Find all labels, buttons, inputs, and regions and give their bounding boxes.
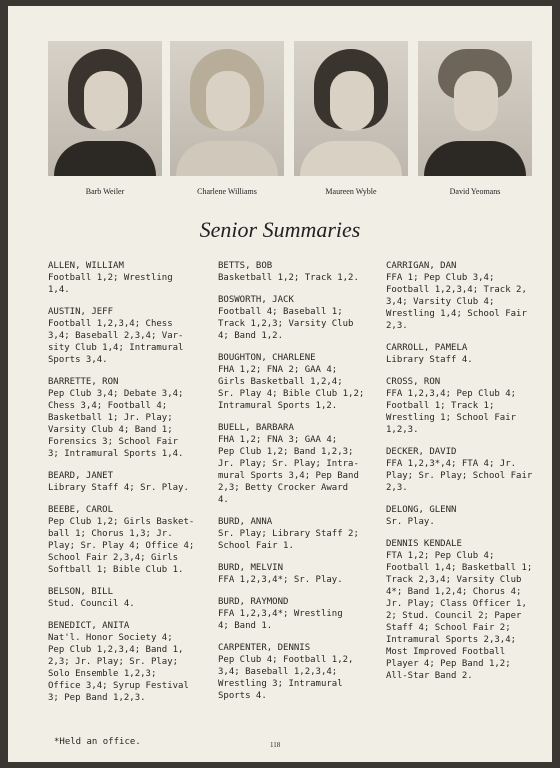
senior-activities: FFA 1,2,3*,4; FTA 4; Jr. Play; Sr. Play; School Fair 2,3. — [386, 459, 533, 493]
senior-activities: Football 4; Baseball 1; Track 1,2,3; Varsity Club 4; Band 1,2. — [218, 307, 354, 341]
senior-entry — [48, 586, 208, 610]
senior-name: CROSS, RON — [386, 377, 441, 387]
page-number: 118 — [270, 741, 281, 749]
senior-entry — [218, 294, 383, 342]
senior-activities: FFA 1,2,3,4*; Sr. Play. — [218, 575, 343, 585]
summary-column-1 — [48, 260, 208, 714]
senior-name: BEEBE, CAROL — [48, 505, 114, 515]
senior-entry — [48, 504, 208, 576]
portrait-photo-yeomans — [418, 41, 532, 176]
senior-entry — [218, 516, 383, 552]
senior-entry — [386, 260, 546, 332]
portrait-photo-wyble — [294, 41, 408, 176]
senior-entry — [386, 538, 546, 682]
senior-entry — [218, 260, 383, 284]
senior-activities: Pep Club 3,4; Debate 3,4; Chess 3,4; Football 4; Basketball 1; Jr. Play; Varsity Club 4; Band 1; Forensics 3; School Fair 3; Intramural Sports 1,4. — [48, 389, 184, 459]
senior-name: BETTS, BOB — [218, 261, 273, 271]
senior-name: BOUGHTON, CHARLENE — [218, 353, 316, 363]
portrait-photo-williams — [170, 41, 284, 176]
senior-name: BARRETTE, RON — [48, 377, 119, 387]
yearbook-page — [8, 6, 552, 762]
senior-activities: FTA 1,2; Pep Club 4; Football 1,4; Basketball 1; Track 2,3,4; Varsity Club 4*; Band 1,2,4; Chorus 4; Jr. Play; Class Officer 1, 2; Stud. Council 2; Paper Staff 4; School Fair 2; Intramural Sports 2,3,4; Most Improved Football Player 4; Pep Band 1,2; All-Star Band 2. — [386, 551, 533, 681]
senior-entry — [386, 342, 546, 366]
senior-name: BENEDICT, ANITA — [48, 621, 130, 631]
senior-entry — [218, 596, 383, 632]
senior-entry — [218, 422, 383, 506]
senior-entry — [48, 306, 208, 366]
senior-name: BURD, MELVIN — [218, 563, 284, 573]
senior-name: CARPENTER, DENNIS — [218, 643, 311, 653]
senior-name: ALLEN, WILLIAM — [48, 261, 124, 271]
senior-entry — [218, 352, 383, 412]
senior-name: BELSON, BILL — [48, 587, 114, 597]
senior-activities: Sr. Play; Library Staff 2; School Fair 1. — [218, 529, 359, 551]
senior-entry — [48, 376, 208, 460]
senior-activities: Sr. Play. — [386, 517, 435, 527]
senior-entry — [386, 376, 546, 436]
senior-activities: Basketball 1,2; Track 1,2. — [218, 273, 359, 283]
photo-caption: Maureen Wyble — [325, 187, 377, 196]
senior-activities: Pep Club 4; Football 1,2, 3,4; Baseball 1,2,3,4; Wrestling 3; Intramural Sports 4. — [218, 655, 354, 701]
senior-name: CARRIGAN, DAN — [386, 261, 457, 271]
summary-column-3 — [386, 260, 546, 692]
senior-activities: Pep Club 1,2; Girls Basket- ball 1; Chorus 1,3; Jr. Play; Sr. Play 4; Office 4; School Fair 2,3,4; Girls Softball 1; Bible Club 1. — [48, 517, 195, 575]
senior-activities: FHA 1,2; FNA 2; GAA 4; Girls Basketball 1,2,4; Sr. Play 4; Bible Club 1,2; Intramural Sports 1,2. — [218, 365, 365, 411]
senior-activities: Football 1,2; Wrestling 1,4. — [48, 273, 173, 295]
senior-activities: FHA 1,2; FNA 3; GAA 4; Pep Club 1,2; Band 1,2,3; Jr. Play; Sr. Play; Intra- mural Sports 3,4; Pep Band 2,3; Betty Crocker Award 4. — [218, 435, 359, 505]
senior-entry — [218, 642, 383, 702]
senior-activities: FFA 1,2,3,4; Pep Club 4; Football 1; Track 1; Wrestling 1; School Fair 1,2,3. — [386, 389, 517, 435]
senior-activities: Football 1,2,3,4; Chess 3,4; Baseball 2,3,4; Var- sity Club 1,4; Intramural Sports 3,4. — [48, 319, 184, 365]
senior-entry — [48, 620, 208, 704]
footnote: *Held an office. — [54, 737, 141, 747]
summary-column-2 — [218, 260, 383, 712]
senior-activities: Nat'l. Honor Society 4; Pep Club 1,2,3,4; Band 1, 2,3; Jr. Play; Sr. Play; Solo Ensemble 1,2,3; Office 3,4; Syrup Festival 3; Pep Band 1,2,3. — [48, 633, 189, 703]
senior-activities: FFA 1,2,3,4*; Wrestling 4; Band 1. — [218, 609, 343, 631]
senior-entry — [386, 504, 546, 528]
senior-entry — [386, 446, 546, 494]
senior-name: BOSWORTH, JACK — [218, 295, 294, 305]
senior-activities: Library Staff 4; Sr. Play. — [48, 483, 189, 493]
senior-name: AUSTIN, JEFF — [48, 307, 114, 317]
senior-activities: Stud. Council 4. — [48, 599, 135, 609]
photo-caption: Charlene Williams — [197, 187, 257, 196]
senior-name: DELONG, GLENN — [386, 505, 457, 515]
senior-entry — [48, 470, 208, 494]
senior-name: DECKER, DAVID — [386, 447, 457, 457]
photo-caption: David Yeomans — [449, 187, 501, 196]
page-title: Senior Summaries — [199, 217, 361, 242]
senior-name: BUELL, BARBARA — [218, 423, 294, 433]
senior-activities: Library Staff 4. — [386, 355, 473, 365]
senior-entry — [48, 260, 208, 296]
photo-caption: Barb Weiler — [85, 187, 125, 196]
portrait-photo-weiler — [48, 41, 162, 176]
senior-name: BURD, RAYMOND — [218, 597, 289, 607]
senior-activities: FFA 1; Pep Club 3,4; Football 1,2,3,4; Track 2, 3,4; Varsity Club 4; Wrestling 1,4; School Fair 2,3. — [386, 273, 527, 331]
senior-name: BURD, ANNA — [218, 517, 273, 527]
senior-name: DENNIS KENDALE — [386, 539, 462, 549]
senior-entry — [218, 562, 383, 586]
senior-name: CARROLL, PAMELA — [386, 343, 468, 353]
senior-name: BEARD, JANET — [48, 471, 114, 481]
